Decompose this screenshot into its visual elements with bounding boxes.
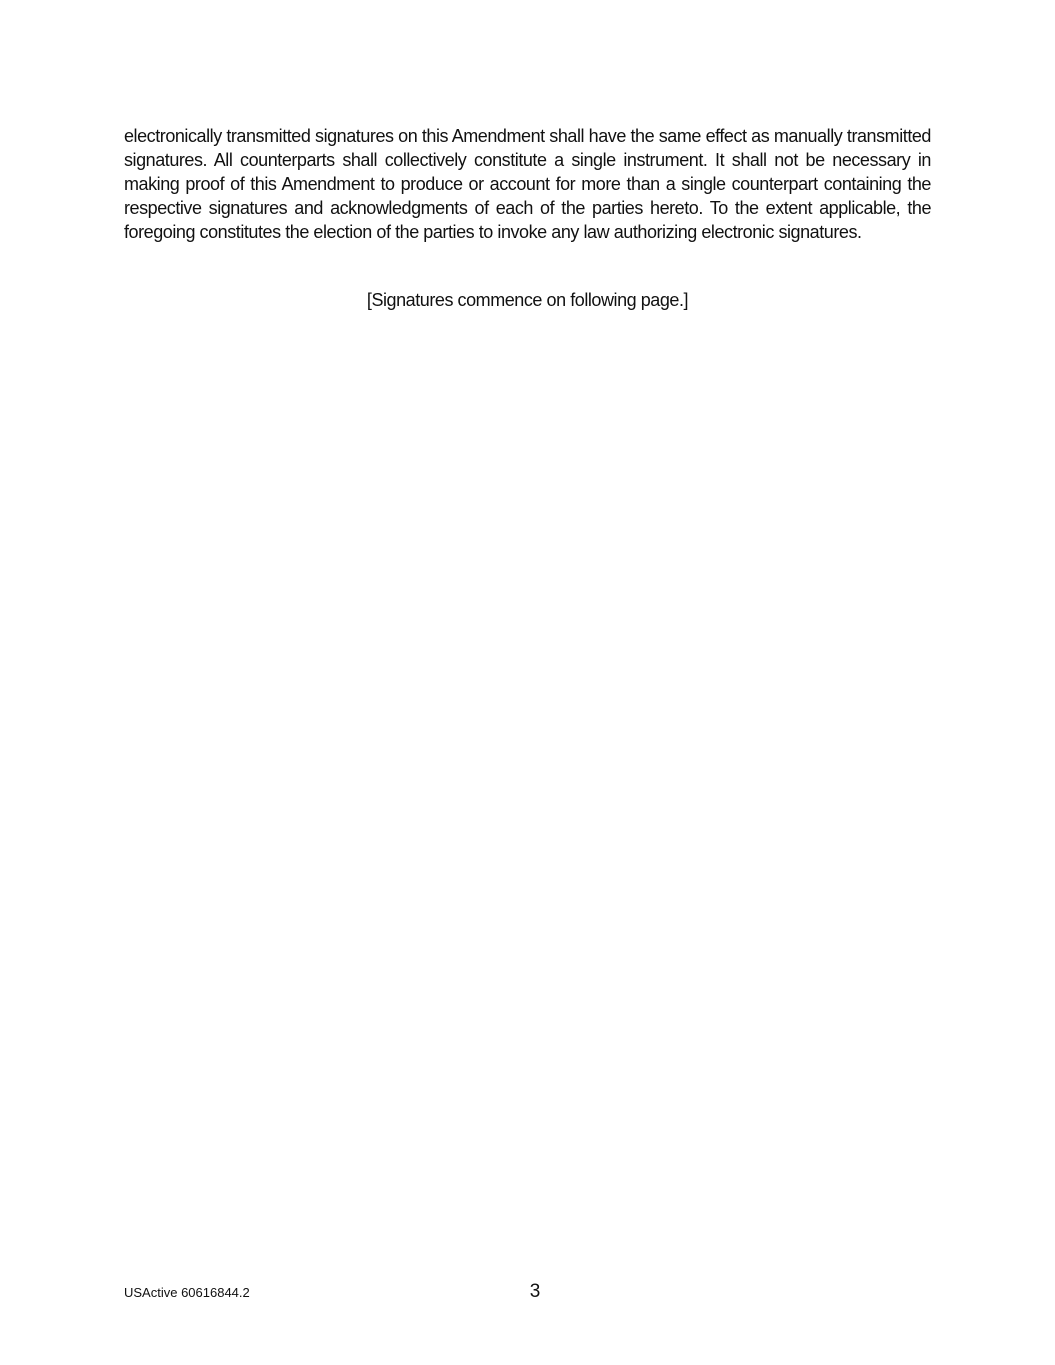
signatures-notice: [Signatures commence on following page.] bbox=[366, 290, 689, 310]
footer-document-id: USActive 60616844.2 bbox=[124, 1285, 250, 1300]
body-paragraph: electronically transmitted signatures on this Amendment shall have the same effect as manually transmitted signatures. All counterparts shall collectively constitute a single instrument. It shall not be necessary in making proof of this Amendment to produce or account for more than a single counterpart containing the respective signatures and acknowledgments of each of the parties hereto. To the extent applicable, the foregoing constitutes the election of the parties to invoke any law authorizing electronic signatures. bbox=[124, 126, 931, 242]
footer-page-number: 3 bbox=[529, 1281, 541, 1302]
